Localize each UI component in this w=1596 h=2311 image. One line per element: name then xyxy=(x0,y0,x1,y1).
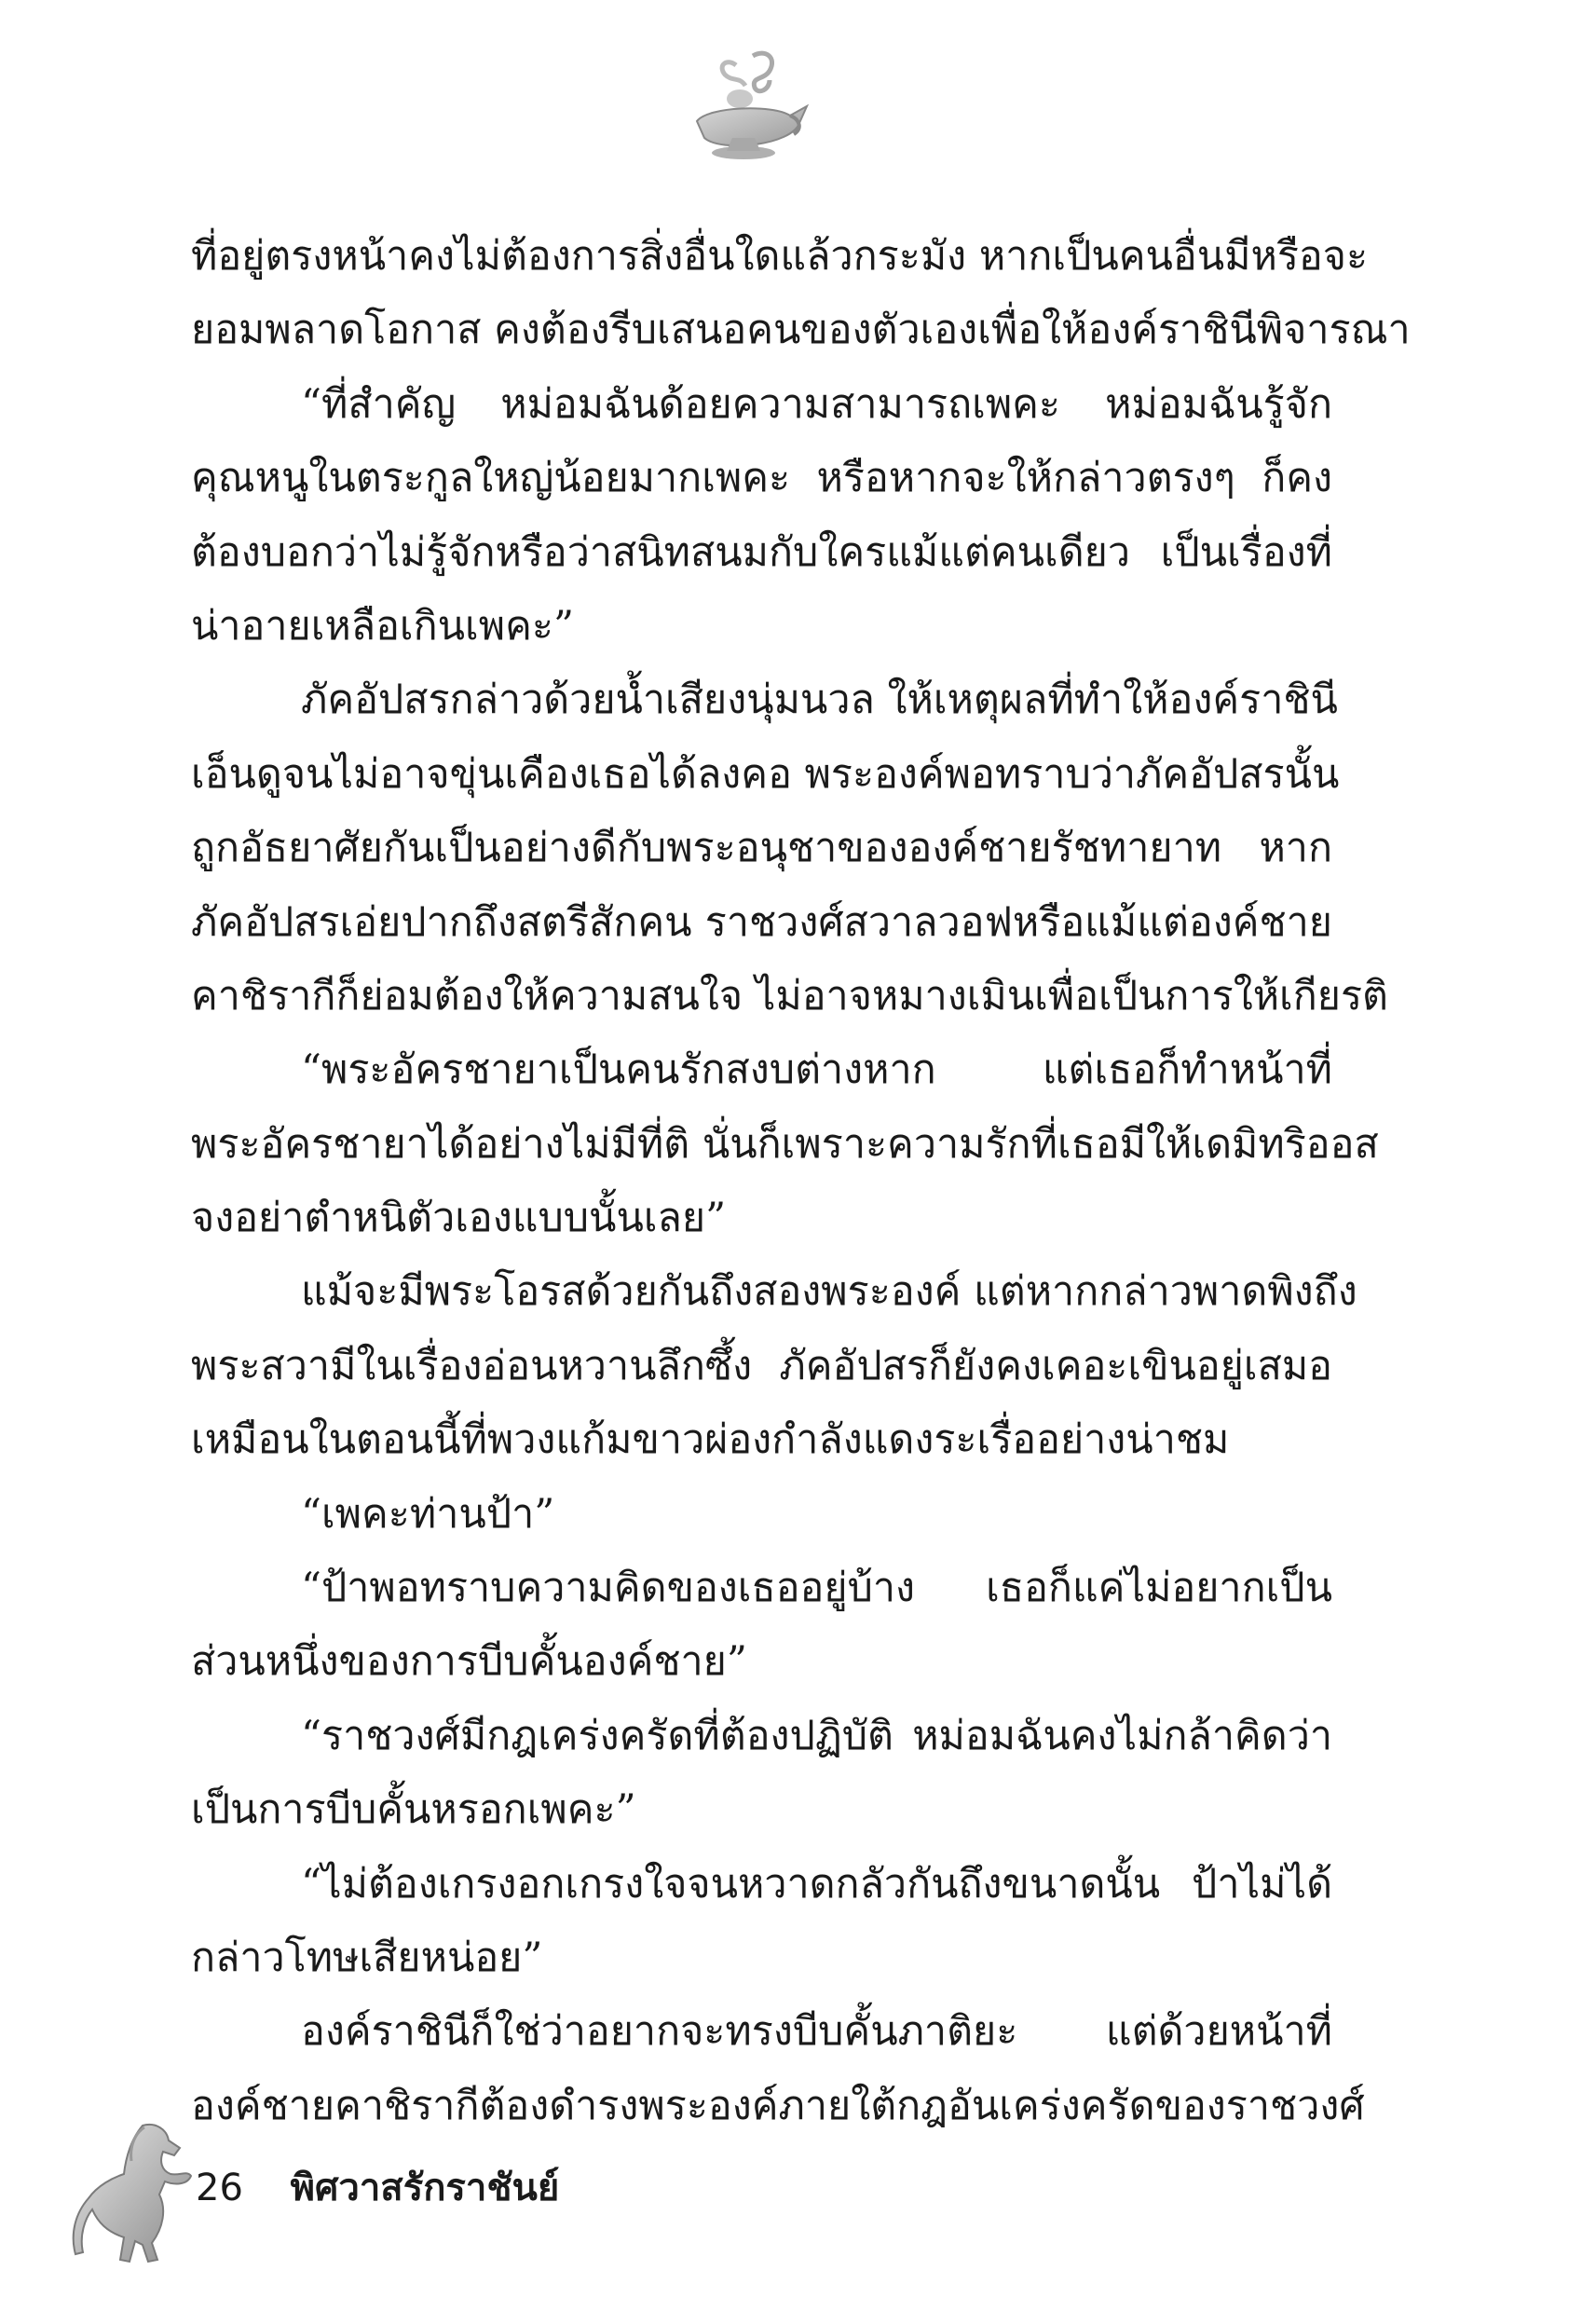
text-line: เหมือนในตอนนี้ที่พวงแก้มขาวผ่องกำลังแดงระเรื่ออย่างน่าชม xyxy=(191,1416,1230,1464)
text-line: “ราชวงศ์มีกฎเคร่งครัดที่ต้องปฏิบัติ หม่อมฉันคงไม่กล้าคิดว่า xyxy=(301,1712,1332,1759)
text-line: เป็นการบีบคั้นหรอกเพคะ” xyxy=(191,1786,636,1834)
page-number: 26 xyxy=(196,2167,243,2209)
text-line: “ป้าพอทราบความคิดของเธออยู่บ้าง เธอก็แค่ไม่อยากเป็น xyxy=(301,1565,1332,1612)
text-line: ที่อยู่ตรงหน้าคงไม่ต้องการสิ่งอื่นใดแล้วกระมัง หากเป็นคนอื่นมีหรือจะ xyxy=(191,233,1369,280)
text-line: พระสวามีในเรื่องอ่อนหวานลึกซึ้ง ภัคอัปสรก็ยังคงเคอะเขินอยู่เสมอ xyxy=(191,1342,1332,1389)
text-line: จงอย่าตำหนิตัวเองแบบนั้นเลย” xyxy=(191,1195,727,1242)
genie-lamp-icon xyxy=(680,48,820,165)
text-line: น่าอายเหลือเกินเพคะ” xyxy=(191,602,574,650)
text-line: ภัคอัปสรกล่าวด้วยน้ำเสียงนุ่มนวล ให้เหตุผลที่ทำให้องค์ราชินี xyxy=(301,677,1338,724)
text-line: คุณหนูในตระกูลใหญ่น้อยมากเพคะ หรือหากจะให้กล่าวตรงๆ ก็คง xyxy=(191,455,1332,502)
text-line: คาชิรากีก็ย่อมต้องให้ความสนใจ ไม่อาจหมางเมินเพื่อเป็นการให้เกียรติ xyxy=(191,972,1388,1019)
text-line: “ไม่ต้องเกรงอกเกรงใจจนหวาดกลัวกันถึงขนาดนั้น ป้าไม่ได้ xyxy=(301,1860,1332,1908)
text-line: ถูกอัธยาศัยกันเป็นอย่างดีกับพระอนุชาขององค์ชายรัชทายาท หาก xyxy=(191,825,1332,872)
rearing-horse-icon xyxy=(70,2120,196,2269)
text-line: “ที่สำคัญ หม่อมฉันด้อยความสามารถเพคะ หม่อมฉันรู้จัก xyxy=(301,380,1332,428)
text-line: ต้องบอกว่าไม่รู้จักหรือว่าสนิทสนมกับใครแม้แต่คนเดียว เป็นเรื่องที่ xyxy=(191,528,1332,576)
text-line: องค์ชายคาชิรากีต้องดำรงพระองค์ภายใต้กฎอันเคร่งครัดของราชวงศ์ xyxy=(191,2082,1365,2129)
book-title: พิศวาสรักราชันย์ xyxy=(290,2167,560,2209)
page-footer xyxy=(196,2160,559,2216)
text-line: ยอมพลาดโอกาส คงต้องรีบเสนอคนของตัวเองเพื่อให้องค์ราชินีพิจารณา xyxy=(191,307,1411,354)
text-line: เอ็นดูจนไม่อาจขุ่นเคืองเธอได้ลงคอ พระองค์พอทราบว่าภัคอัปสรนั้น xyxy=(191,750,1340,798)
text-line: “เพคะท่านป้า” xyxy=(301,1490,555,1538)
text-line: ภัคอัปสรเอ่ยปากถึงสตรีสักคน ราชวงศ์สวาลวอฟหรือแม้แต่องค์ชาย xyxy=(191,898,1332,946)
text-line: ส่วนหนึ่งของการบีบคั้นองค์ชาย” xyxy=(191,1638,747,1686)
text-line: พระอัครชายาได้อย่างไม่มีที่ติ นั่นก็เพราะความรักที่เธอมีให้เดมิทริออส xyxy=(191,1120,1379,1168)
text-line: องค์ราชินีก็ใช่ว่าอยากจะทรงบีบคั้นภาติยะ แต่ด้วยหน้าที่ xyxy=(301,2008,1332,2056)
text-line: กล่าวโทษเสียหน่อย” xyxy=(191,1934,543,1981)
text-line: “พระอัครชายาเป็นคนรักสงบต่างหาก แต่เธอก็ทำหน้าที่ xyxy=(301,1046,1332,1094)
text-line: แม้จะมีพระโอรสด้วยกันถึงสองพระองค์ แต่หากกล่าวพาดพิงถึง xyxy=(301,1268,1357,1316)
body-text xyxy=(191,220,1411,2143)
